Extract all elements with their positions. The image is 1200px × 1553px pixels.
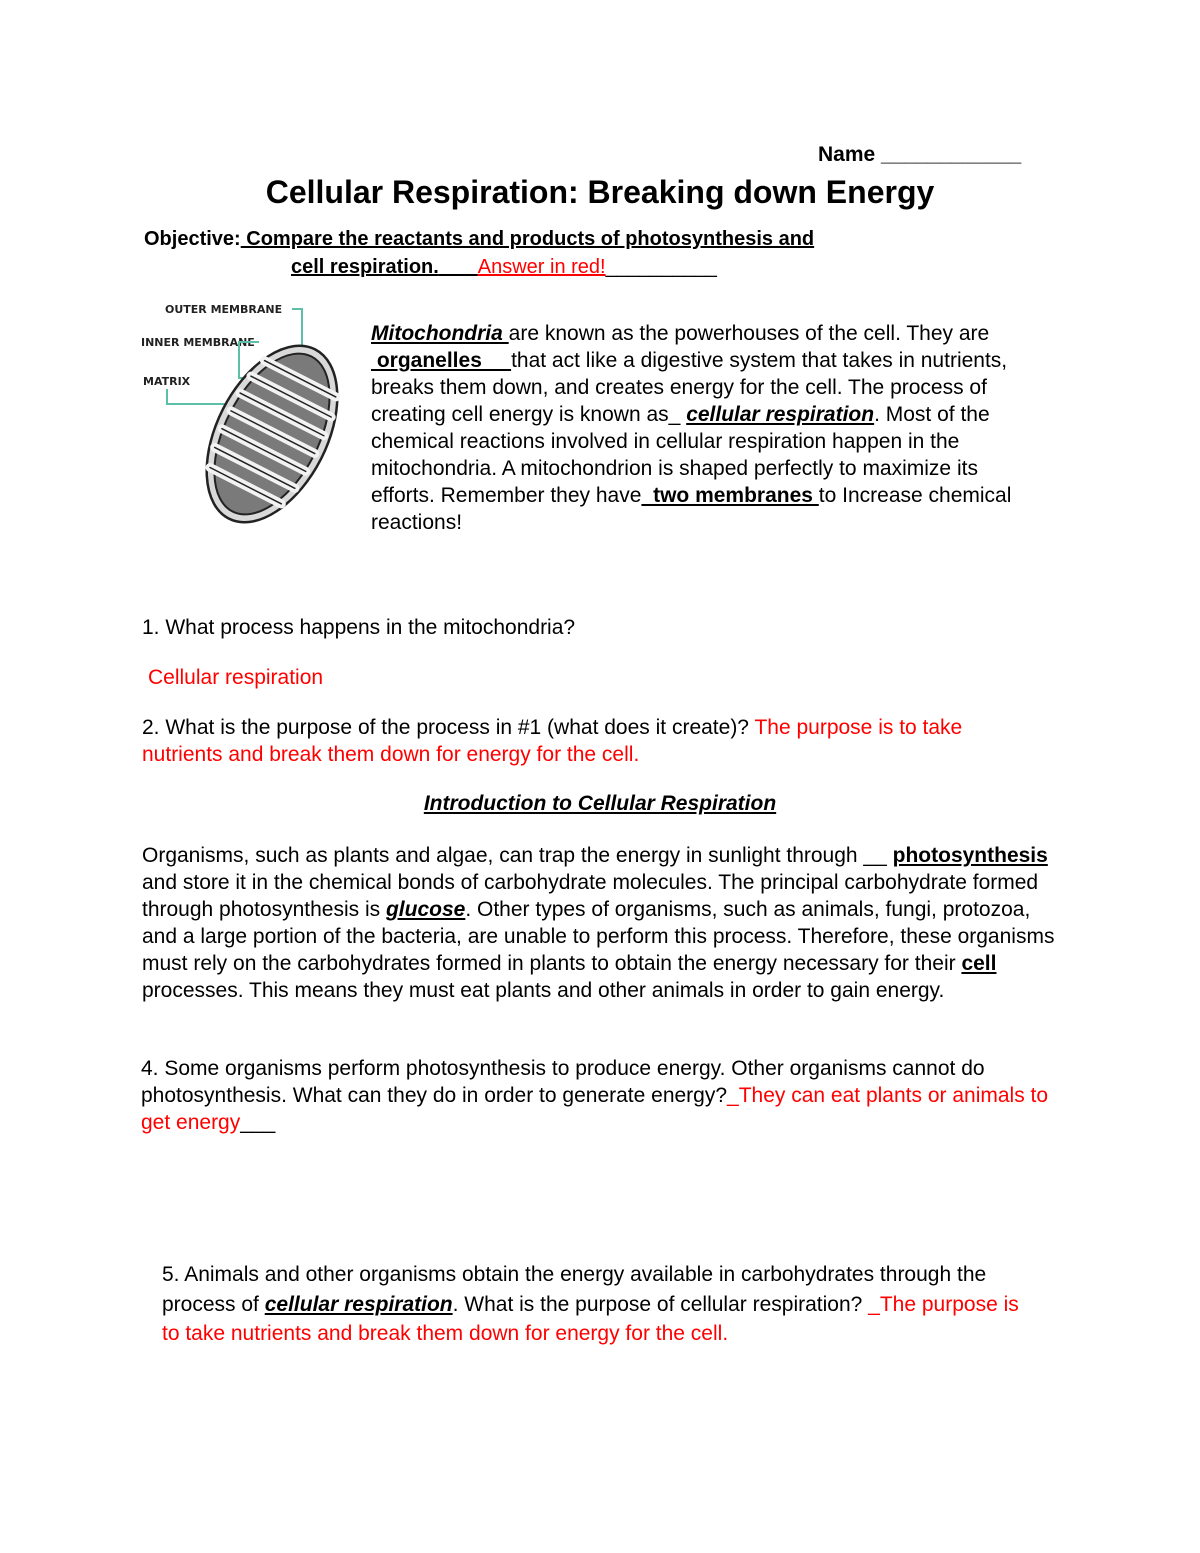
label-outer-membrane: OUTER MEMBRANE — [165, 303, 283, 316]
question-4: 4. Some organisms perform photosynthesis to produce energy. Other organisms cannot do photosynthesis. What can they do in order to generate energy?_They can eat plants or animals to get energy___ — [141, 1057, 1049, 1134]
objective-label: Objective: — [144, 228, 241, 250]
question-5: 5. Animals and other organisms obtain the energy available in carbohydrates through the process of cellular respiration. What is the purpose of cellular respiration? _The purpose is to take nutrients and break them down for energy for the cell. — [162, 1263, 1019, 1345]
mitochondrion-illustration — [135, 292, 350, 542]
answer-note: Answer in red! — [477, 256, 606, 278]
term-cell: cell — [961, 952, 997, 975]
term-two-membranes: two membranes — [641, 484, 819, 507]
question-1: 1. What process happens in the mitochondria? — [142, 616, 576, 639]
term-mitochondria: Mitochondria — [371, 322, 509, 345]
answer-5: _The purpose is to take nutrients and break them down for energy for the cell. — [162, 1292, 1019, 1345]
term-glucose: glucose — [385, 898, 466, 921]
objective — [144, 225, 814, 281]
term-cellular-respiration: cellular respiration — [686, 403, 875, 426]
answer-4: _They can eat plants or animals to get energy — [141, 1084, 1049, 1134]
objective-gap — [439, 256, 478, 278]
name-blank: ____________ — [881, 143, 1022, 166]
page-title: Cellular Respiration: Breaking down Energy — [265, 174, 935, 210]
question-2: 2. What is the purpose of the process in #1 (what does it create)? The purpose is to take nutrients and break them down for energy for the cell. — [142, 716, 963, 766]
answer-1: Cellular respiration — [148, 666, 324, 689]
intro-paragraph: Mitochondria are known as the powerhouses of the cell. They are organelles that act like a digestive system that takes in nutrients, breaks them down, and creates energy for the cell. The process of creating cell energy is known as_ cellular respiration. Most of the chemical reactions involved in cellular respiration happen in the mitochondria. A mitochondrion is shaped perfectly to maximize its efforts. Remember they have two membranes to Increase chemical reactions! — [371, 322, 1012, 534]
organisms-paragraph: Organisms, such as plants and algae, can trap the energy in sunlight through __ photosynthesis and store it in the chemical bonds of carbohydrate molecules. The principal carbohydrate formed through photosynthesis is glucose. Other types of organisms, such as animals, fungi, protozoa, and a large portion of the bacteria, are unable to perform this process. Therefore, these organisms must rely on the carbohydrates formed in plants to obtain the energy necessary for their cell processes. This means they must eat plants and other animals in order to gain energy. — [142, 844, 1055, 1002]
name-field[interactable] — [818, 143, 1021, 167]
answer-note-tail: __________ — [605, 256, 717, 278]
term-cellular-respiration-q5: cellular respiration — [264, 1292, 453, 1316]
label-inner-membrane: INNER MEMBRANE — [141, 336, 255, 349]
section-heading: Introduction to Cellular Respiration — [423, 792, 777, 815]
mitochondrion-body — [180, 324, 350, 542]
objective-line-2: cell respiration. — [291, 256, 439, 278]
answer-2: The purpose is to take nutrients and break them down for energy for the cell. — [142, 716, 963, 766]
objective-line-1: Compare the reactants and products of photosynthesis and — [240, 228, 815, 250]
mitochondria-diagram — [135, 292, 350, 542]
term-photosynthesis: photosynthesis — [892, 844, 1048, 867]
label-matrix: MATRIX — [143, 375, 191, 388]
term-organelles: organelles — [371, 349, 512, 372]
name-label: Name — [818, 143, 876, 166]
